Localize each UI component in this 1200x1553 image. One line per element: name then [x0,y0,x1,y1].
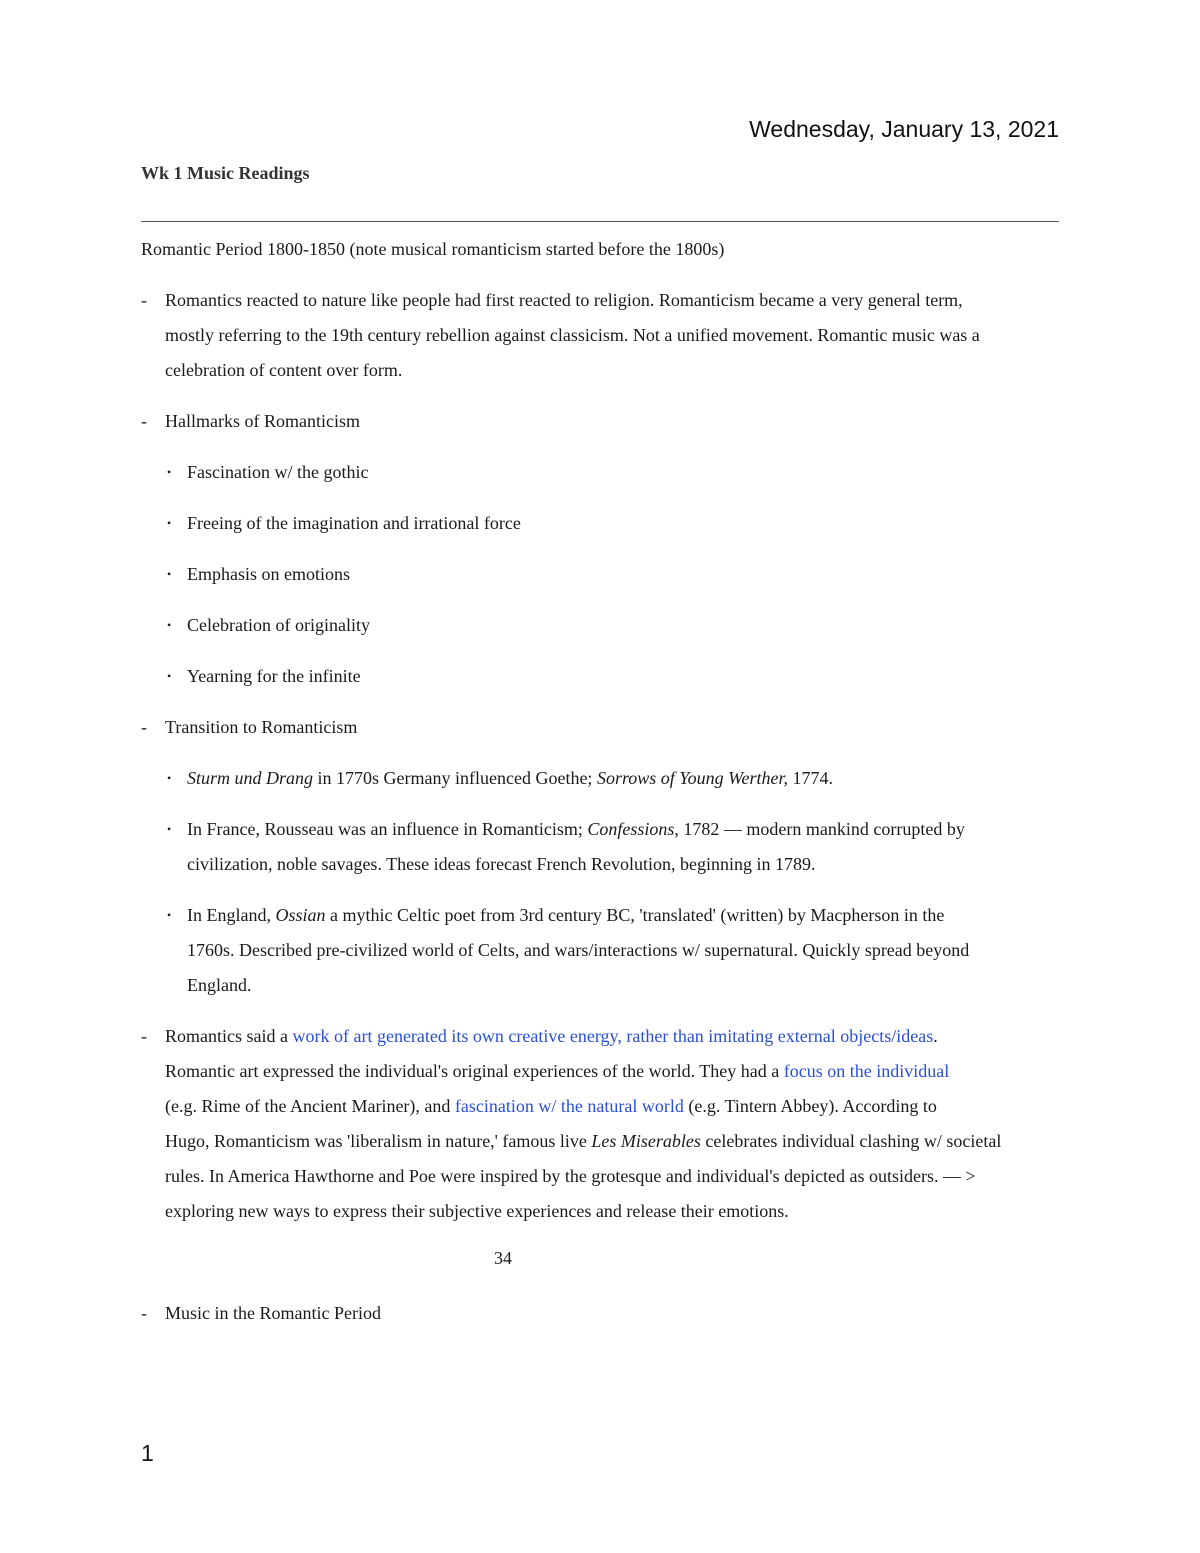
item-text-line [165,1019,1059,1054]
sub-item-text: 1760s. Described pre-civilized world of Celts, and wars/interactions w/ supernatural. Quickly spread beyond [187,940,970,960]
text-run: Hugo, Romanticism was 'liberalism in nature,' famous live [165,1131,592,1151]
sub-item-text: England. [187,975,252,995]
text-run: in 1770s Germany influenced Goethe; [313,768,597,788]
bullet-marker: • [167,669,172,683]
italic-title: Ossian [275,905,326,925]
dash-marker: - [141,1303,147,1323]
item-text-line: Romantics reacted to nature like people had first reacted to religion. Romanticism became a very general term, [165,290,963,310]
sub-item-text: Fascination w/ the gothic [187,462,369,482]
sub-list-item [141,812,1059,882]
hallmarks-heading: Hallmarks of Romanticism [165,411,360,431]
sub-item-text: Emphasis on emotions [187,564,350,584]
italic-title: Sturm und Drang [187,768,314,788]
sub-list-item [141,506,1059,541]
list-item [141,283,1059,388]
text-run: In France, Rousseau was an influence in Romanticism; [187,819,588,839]
header-date: Wednesday, January 13, 2021 [749,116,1059,142]
sub-list-item [141,608,1059,643]
italic-title: Confessions [587,819,675,839]
sub-list-item [141,659,1059,694]
text-run: Romantics said a [165,1026,293,1046]
page-title: Wk 1 Music Readings [141,163,310,183]
sub-list-item [141,898,1059,1003]
dash-marker: - [141,1026,147,1046]
dash-marker: - [141,290,147,310]
highlighted-text: fascination w/ the natural world [454,1096,684,1116]
italic-title: Les Miserables [591,1131,701,1151]
text-run: a mythic Celtic poet from 3rd century BC, 'translated' (written) by Macpherson in the [325,905,945,925]
music-heading: Music in the Romantic Period [165,1303,381,1323]
item-text-line [165,1089,1059,1124]
bullet-marker: • [167,908,172,922]
sub-item-text [187,898,1059,933]
intro-line: Romantic Period 1800-1850 (note musical romanticism started before the 1800s) [141,239,725,259]
sub-list-item [141,557,1059,592]
item-text-line: exploring new ways to express their subjective experiences and release their emotions. [165,1201,789,1221]
notes-body [141,232,1059,1229]
bullet-marker: • [167,618,172,632]
bullet-marker: • [167,771,172,785]
sub-item-text [187,812,1059,847]
bullet-marker: • [167,567,172,581]
item-text-line [165,1054,1059,1089]
item-text-line [165,1124,1059,1159]
sub-item-text: Celebration of originality [187,615,370,635]
sub-item-text: Freeing of the imagination and irrational force [187,513,521,533]
bullet-marker: • [167,516,172,530]
text-run: In England, [187,905,276,925]
sub-list-item [141,455,1059,490]
highlighted-text: work of art generated its own creative energy, rather than imitating external objects/ideas [292,1026,934,1046]
dash-marker: - [141,411,147,431]
list-item [141,710,1059,745]
text-run: 1774. [788,768,833,788]
text-run: Romantic art expressed the individual's original experiences of the world. They had a [165,1061,784,1081]
italic-title: Sorrows of Young Werther, [596,768,788,788]
sub-list-item [141,761,1059,796]
transition-heading: Transition to Romanticism [165,717,358,737]
sub-item-text: Yearning for the infinite [187,666,361,686]
text-run: celebrates individual clashing w/ societal [700,1131,1002,1151]
inline-number: 34 [494,1248,512,1268]
text-run: (e.g. Rime of the Ancient Mariner), and [165,1096,455,1116]
list-item [141,404,1059,439]
page-number: 1 [141,1440,154,1466]
text-run: (e.g. Tintern Abbey). According to [683,1096,937,1116]
bullet-marker: • [167,822,172,836]
dash-marker: - [141,717,147,737]
item-text-line: rules. In America Hawthorne and Poe were inspired by the grotesque and individual's depicted as outsiders. — > [165,1166,976,1186]
sub-item-text [187,761,1059,796]
list-item [141,1296,381,1331]
text-run: . [933,1026,938,1046]
list-item [141,1019,1059,1229]
sub-item-text: civilization, noble savages. These ideas forecast French Revolution, beginning in 1789. [187,854,816,874]
item-text-line: celebration of content over form. [165,360,403,380]
bullet-marker: • [167,465,172,479]
horizontal-divider [141,221,1059,222]
item-text-line: mostly referring to the 19th century rebellion against classicism. Not a unified movement. Romantic music was a [165,325,980,345]
text-run: , 1782 — modern mankind corrupted by [674,819,965,839]
highlighted-text: focus on the individual [783,1061,950,1081]
